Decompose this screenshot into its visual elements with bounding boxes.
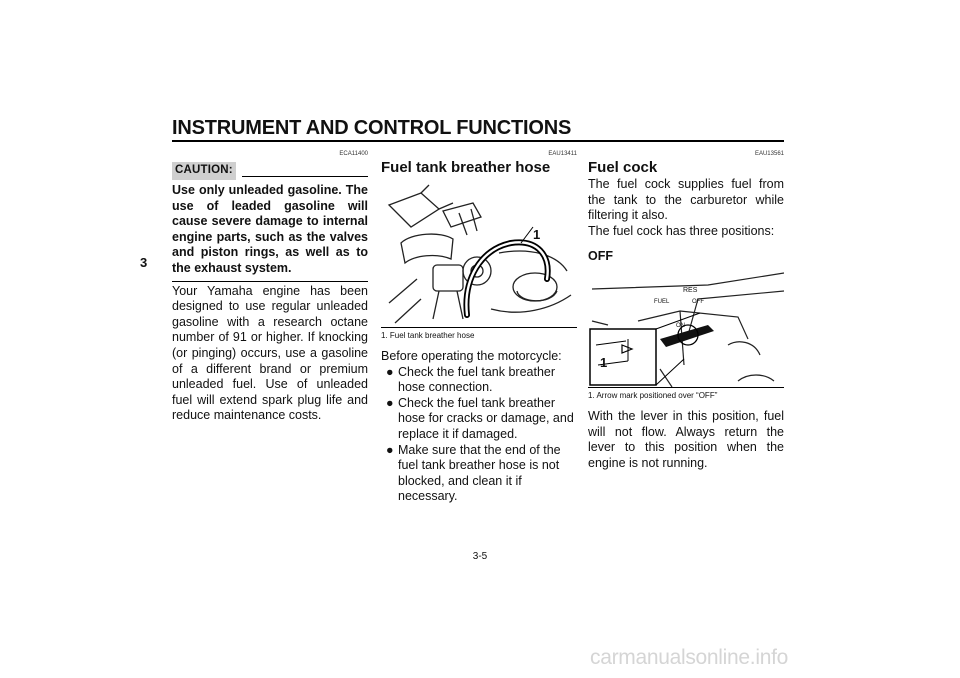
caution-header [172,162,368,179]
section-code: EAU13561 [754,151,784,157]
section-code: EAU13411 [548,151,577,157]
fuel-cock-positions: The fuel cock has three positions: [588,223,775,238]
list-item: ● Make sure that the end of the fuel tank breather hose is not blocked, and clean it if necessary. [386,442,561,504]
column-3 [588,150,784,471]
caution-rule [242,176,368,177]
breather-hose-figure [381,183,577,327]
fuel-cock-intro: The fuel cock supplies fuel from the tank to the carburetor while filtering it also. [588,177,784,223]
figure-callout-1: 1 [533,227,541,242]
list-item: ● Check the fuel tank breather hose for cracks or damage, and replace it if damaged. [386,395,574,441]
section-code: ECA11400 [339,151,368,157]
chapter-tab: 3 [140,255,148,270]
off-description: With the lever in this position, fuel will not flow. Always return the lever to this position when the engine is not running. [588,408,784,470]
off-subheading: OFF [588,249,613,264]
caution-label: CAUTION: [172,162,236,180]
bullet-icon: ● [386,442,394,457]
header-rule [172,140,784,142]
column-1 [172,150,368,424]
figure-callout-1: 1 [600,354,608,370]
section-heading: Fuel tank breather hose [381,159,551,176]
breather-hose-illustration [381,183,577,327]
intro-text: Before operating the motorcycle: [381,349,562,363]
watermark: carmanualsonline.info [590,646,788,669]
fuel-label: FUEL [654,298,670,305]
caution-end-rule [172,281,368,282]
page-header-title: INSTRUMENT AND CONTROL FUNCTIONS [172,117,572,139]
res-label: RES [683,286,698,294]
on-label: ON [676,322,685,329]
figure-caption: 1. Arrow mark positioned over “OFF” [588,387,784,401]
off-label: OFF [692,298,704,305]
section-heading: Fuel cock [588,159,658,176]
bullet-icon: ● [386,364,394,379]
column-2 [381,150,577,505]
page-number: 3-5 [472,551,488,562]
bullet-icon: ● [386,395,394,410]
fuel-cock-figure [588,269,784,387]
list-item: ● Check the fuel tank breather hose connection. [386,364,556,395]
figure-caption: 1. Fuel tank breather hose [381,327,577,341]
fuel-paragraph: Your Yamaha engine has been designed to use regular unleaded gasoline with a research octane number of 91 or higher. If knocking (or pinging) occurs, use a gasoline of a different brand or premium unleaded fuel. Use of unleaded fuel will extend spark plug life and reduce maintenance costs. [172,283,368,423]
caution-text: Use only unleaded gasoline. The use of leaded gasoline will cause severe damage to internal engine parts, such as the valves and piston rings, as well as to the exhaust system. [172,183,368,275]
